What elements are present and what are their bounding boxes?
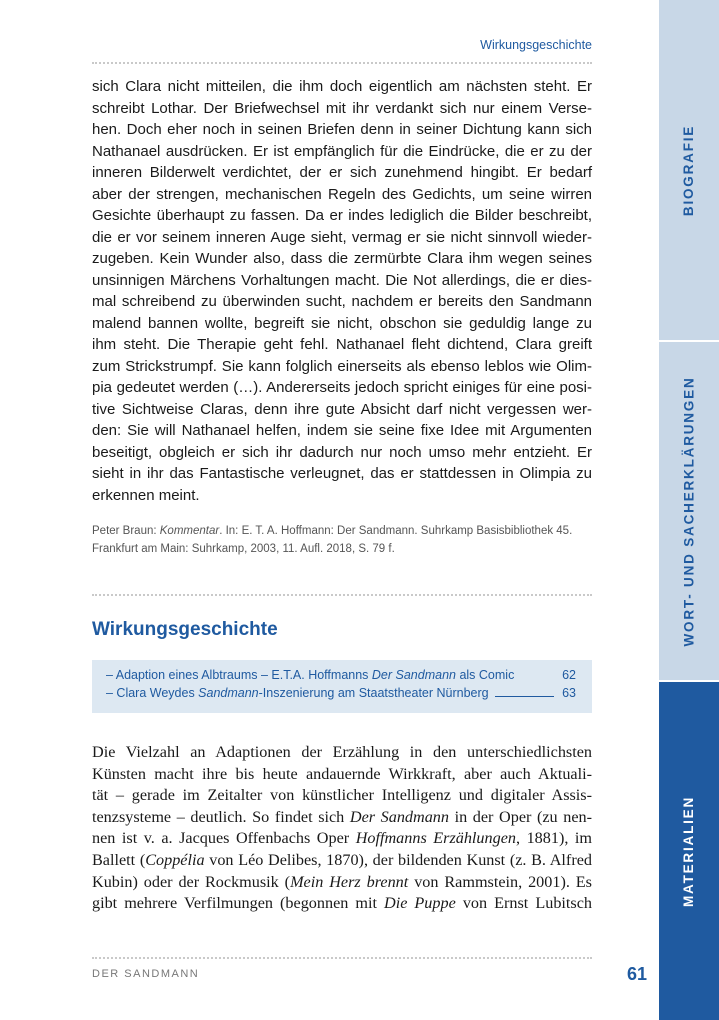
toc-item-page: 63 xyxy=(562,686,576,700)
quote-paragraph xyxy=(92,76,592,506)
toc-item-title: – Adaption eines Albtraums – E.T.A. Hoffmanns Der Sandmann als Comic xyxy=(106,668,515,682)
quote-line: inneren Bilderwelt verdichtet, der er sich zunehmend hingibt. Er bedarf xyxy=(92,164,592,181)
quote-line: erkennen meint. xyxy=(92,486,200,504)
quote-line: Nathanael ausdrücken. Er ist empfänglich für die Eindrücke, die er zu der xyxy=(92,142,592,160)
body-line: tenzsysteme – deutlich. So findet sich Der Sandmann in der Oper (zu nen- xyxy=(92,807,593,826)
tab-label: MATERIALIEN xyxy=(681,795,697,907)
citation-line xyxy=(92,522,592,540)
running-head: Wirkungsgeschichte xyxy=(480,38,592,52)
section-tabs xyxy=(659,0,719,1020)
body-line: tät – gerade im Zeitalter von künstlicher Intelligenz und digitaler Assis- xyxy=(92,786,592,805)
toc-item-title: – Clara Weydes Sandmann-Inszenierung am Staatstheater Nürnberg xyxy=(106,686,489,700)
body-line: Kubin) oder der Rockmusik (Mein Herz brennt von Rammstein, 2001). Es xyxy=(92,872,592,891)
tab-label: BIOGRAFIE xyxy=(681,124,697,216)
body-line: gibt mehrere Verfilmungen (begonnen mit Die Puppe von Ernst Lubitsch xyxy=(92,894,592,913)
quote-line: pia gedeutet werden (…). Andererseits jedoch spricht einiges für eine posi- xyxy=(92,379,592,396)
quote-line: sich Clara nicht mitteilen, die ihm doch eigentlich am nächsten steht. Er xyxy=(92,78,592,95)
tab-label: WORT- UND SACHERKLÄRUNGEN xyxy=(681,376,697,646)
body-line: nen ist v. a. Jacques Offenbachs Oper Hoffmanns Erzählungen, 1881), im xyxy=(92,829,592,848)
quote-line: aber der strengen, mechanischen Regeln des Gedichts, um seine wirren xyxy=(92,185,592,203)
quote-line: schreibt Lothar. Der Briefwechsel mit ihr verdankt sich nur einem Verse- xyxy=(92,99,592,117)
page-number: 61 xyxy=(627,964,648,984)
quote-line: zugeben. Kein Wunder also, dass die zermürbte Clara ihm wegen seines xyxy=(92,250,592,267)
header-divider xyxy=(92,62,592,64)
citation-text: Peter Braun: xyxy=(92,525,160,537)
citation-text: . In: E. T. A. Hoffmann: Der Sandmann. Suhrkamp Basisbibliothek 45. xyxy=(219,525,573,537)
section-heading: Wirkungsgeschichte xyxy=(92,619,278,640)
tab-biografie[interactable] xyxy=(659,0,719,340)
quote-line: tive Sichtweise Claras, denn ihre gute Absicht darf nicht vergessen wer- xyxy=(92,400,592,418)
quote-line: unsinnigen Märchens Vorhaltungen macht. Die Not allerdings, die er dies- xyxy=(92,271,592,289)
quote-line: sieht in ihr das Fantastische verleugnet, das er stattdessen in Olimpia zu xyxy=(92,465,592,482)
toc-item-page: 62 xyxy=(562,668,576,682)
body-line: Die Vielzahl an Adaptionen der Erzählung in den unterschiedlichsten xyxy=(92,743,592,761)
tab-materialien[interactable] xyxy=(659,682,719,1020)
body-paragraph xyxy=(92,742,592,915)
quote-line: hen. Doch eher noch in seinen Briefen denn in seiner Dichtung kann sich xyxy=(92,121,592,138)
quote-line: malend bannen wollte, begreift sie nicht, obschon sie geduldig lange zu xyxy=(92,314,592,332)
citation xyxy=(92,522,592,558)
section-divider xyxy=(92,594,592,596)
toc-box xyxy=(92,660,592,713)
body-line: Künsten macht ihre bis heute andauernde Wirkkraft, aber auch Aktuali- xyxy=(92,764,592,783)
footer-divider xyxy=(92,957,592,959)
quote-line: beseitigt, obgleich er sich ihr dadurch nur noch umso mehr entzieht. Er xyxy=(92,443,592,461)
quote-line: den: Sie will Nathanael helfen, indem sie seine fixe Idee mit Argumenten xyxy=(92,422,592,439)
quote-line: die er vor seinem inneren Auge sieht, vermag er sie nicht sinnvoll wieder- xyxy=(92,228,592,246)
quote-line: zum Strickstrumpf. Sie kann folglich einerseits als ebenso leblos wie Olim- xyxy=(92,357,592,375)
tab-wort-und-sacherklaerungen[interactable] xyxy=(659,342,719,680)
quote-line: Gesichte überhaupt zu fassen. Da er indes lediglich die Bilder beschreibt, xyxy=(92,207,592,224)
body-line: Ballett (Coppélia von Léo Delibes, 1870), der bildenden Kunst (z. B. Alfred xyxy=(92,850,592,869)
citation-line: Frankfurt am Main: Suhrkamp, 2003, 11. Aufl. 2018, S. 79 f. xyxy=(92,543,395,555)
quote-line: ihm steht. Die Therapie geht fehl. Nathanael fleht dichtend, Clara greift xyxy=(92,336,592,353)
quote-line: mal schreibend zu überwinden sucht, nachdem er bereits den Sandmann xyxy=(92,293,592,310)
footer-book-title: DER SANDMANN xyxy=(92,968,200,980)
toc-leader-line xyxy=(495,696,554,697)
toc-item[interactable] xyxy=(106,686,576,704)
toc-item[interactable] xyxy=(106,668,576,686)
citation-work-title: Kommentar xyxy=(159,525,220,537)
